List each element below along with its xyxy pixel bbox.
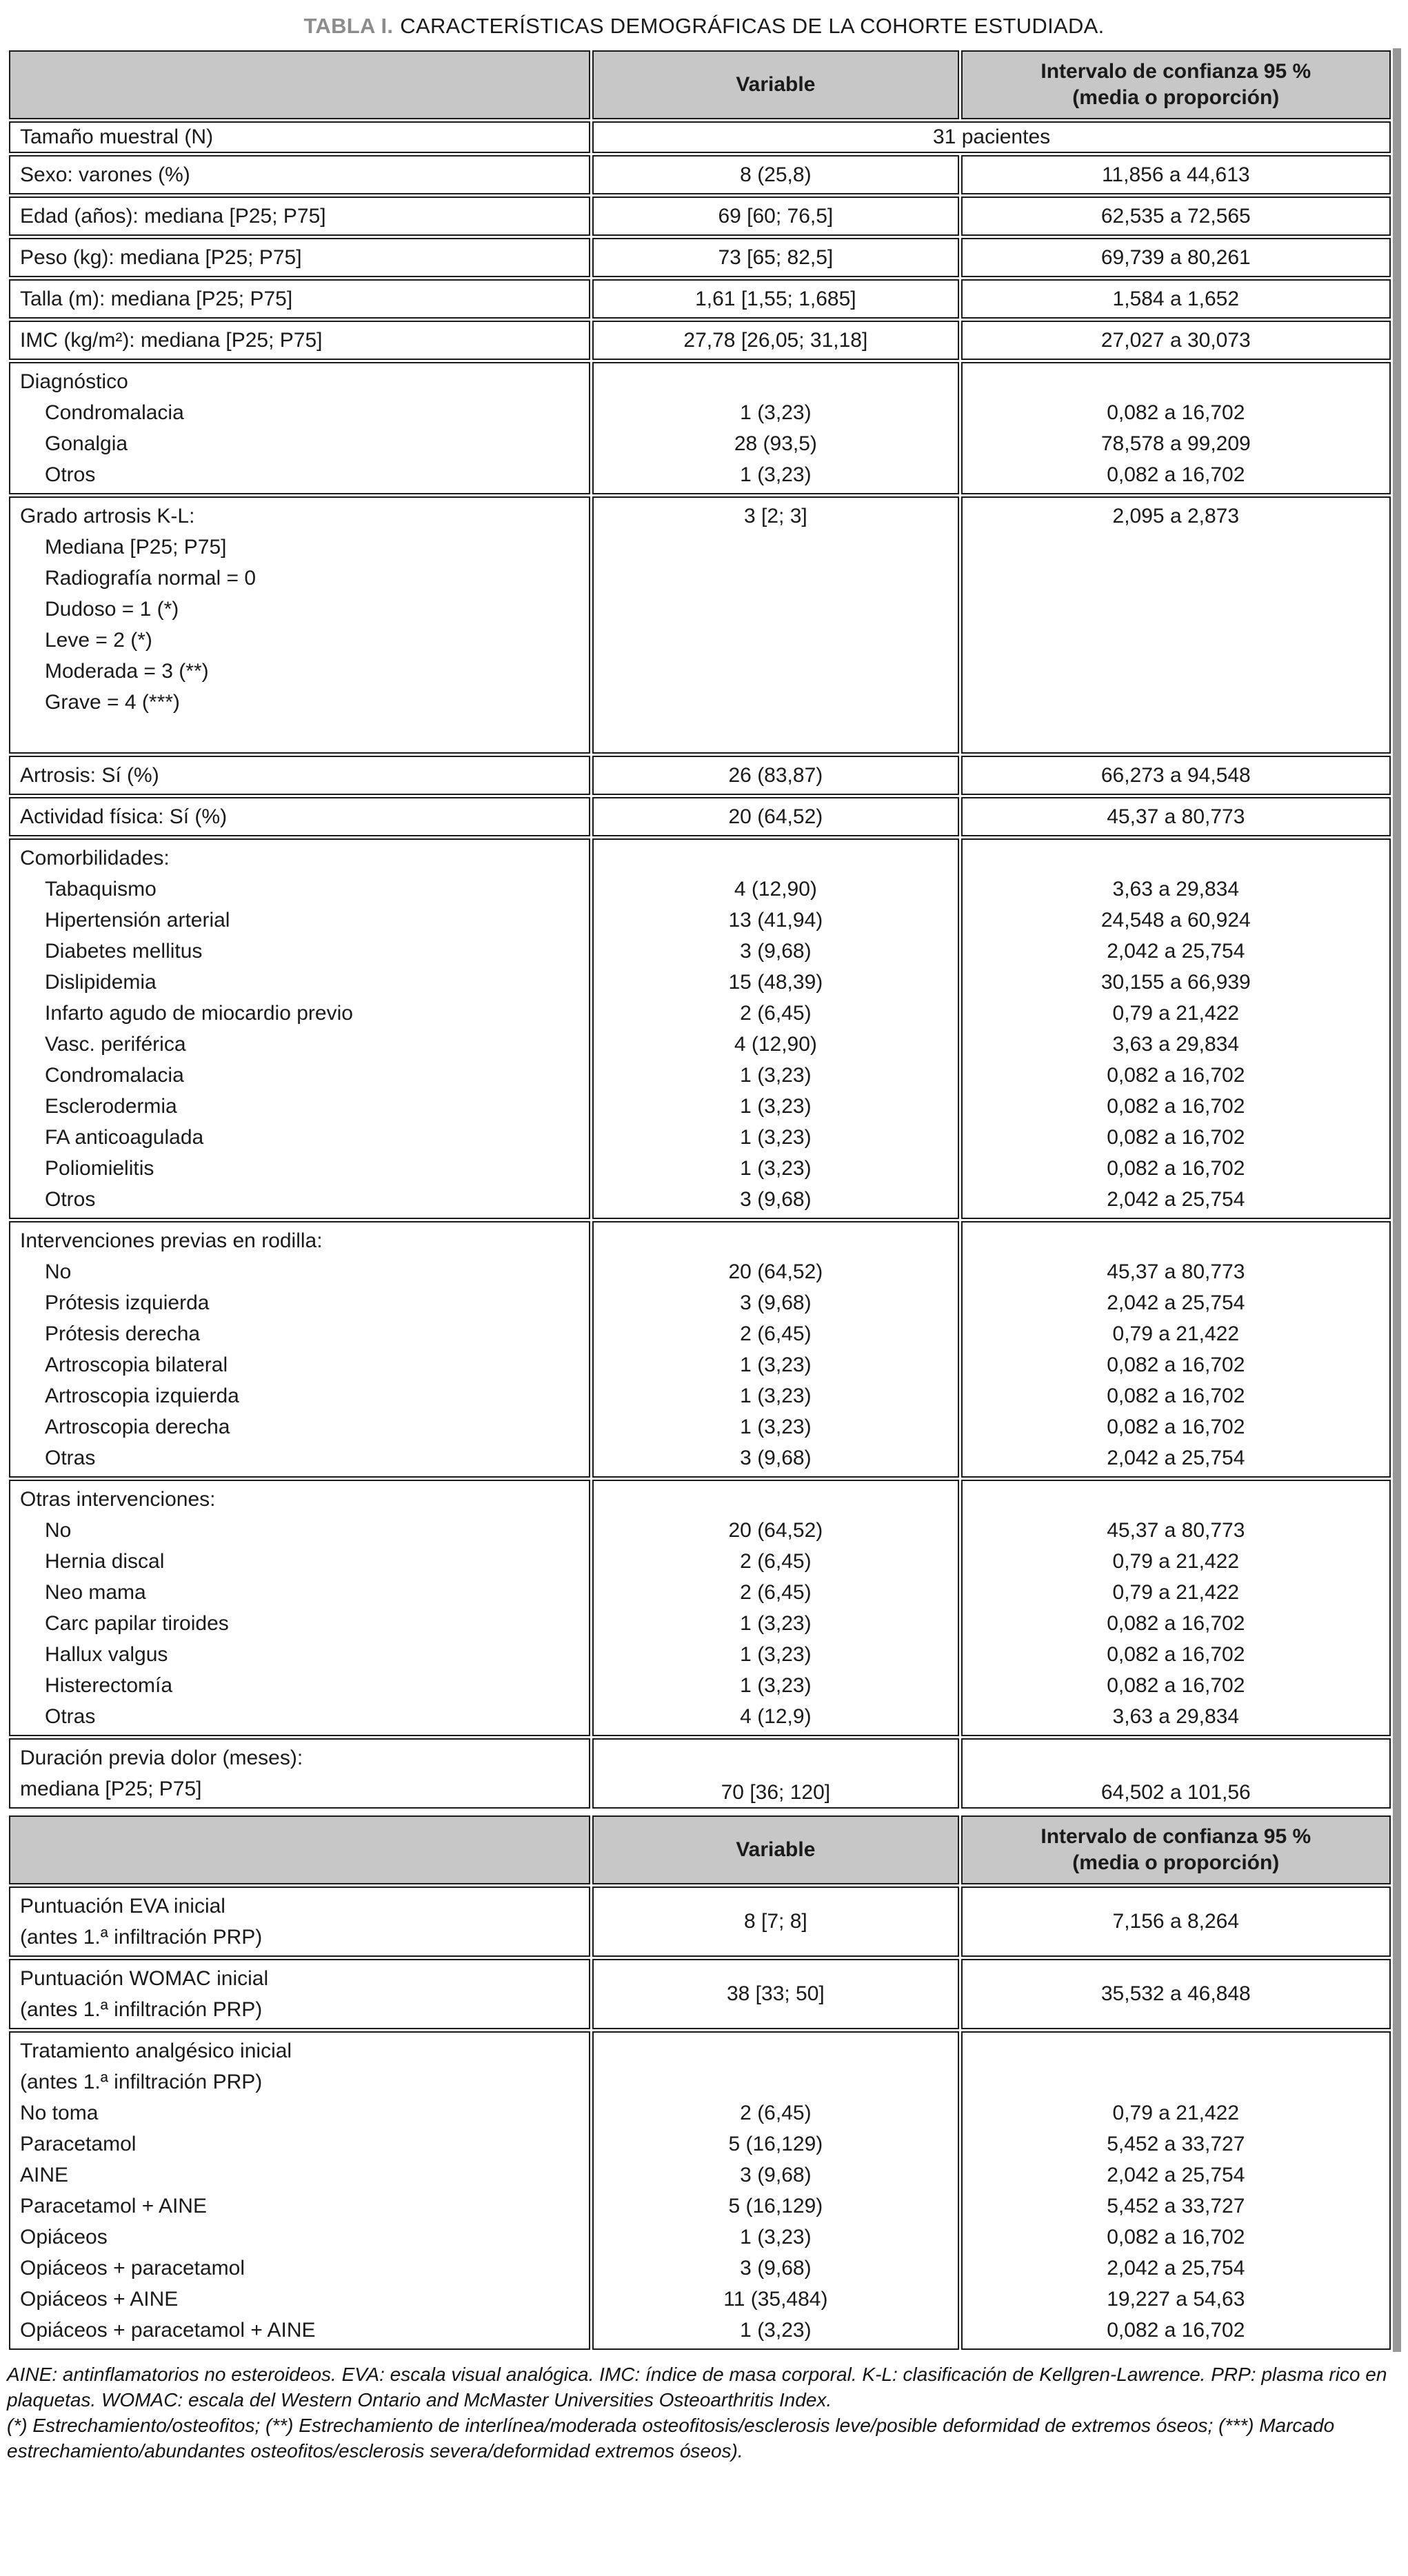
- row-ci: 66,273 a 94,548: [961, 756, 1391, 795]
- footnotes: [7, 2362, 1401, 2464]
- row-ci: 11,856 a 44,613: [961, 155, 1391, 194]
- group-item-variable: 1 (3,23): [740, 2226, 812, 2248]
- table-row: [9, 797, 1391, 836]
- row-variable: [592, 496, 958, 754]
- table-row: [9, 197, 1391, 236]
- row-label: [9, 1480, 590, 1736]
- group-item-variable: 1 (3,23): [740, 1643, 812, 1666]
- group-item-ci: 24,548 a 60,924: [1100, 909, 1251, 932]
- header-row: [9, 50, 1391, 119]
- group-heading-line: Tratamiento analgésico inicial: [20, 2040, 292, 2062]
- row-label-line: Moderada = 3 (**): [45, 660, 209, 683]
- footnote-abbreviations: AINE: antinflamatorios no esteroideos. EVA: escala visual analógica. IMC: índice de masa corporal. K-L: clasificación de Kellgren-Lawrence. PRP: plasma rico en plaquetas. WOMAC: escala del Western Ontario and McMaster Universities Osteoarthritis Index.: [7, 2364, 1387, 2411]
- group-item-label: Prótesis izquierda: [45, 1291, 210, 1314]
- table-row: [9, 362, 1391, 494]
- group-item-variable: 2 (6,45): [740, 1581, 812, 1604]
- group-item-ci: 0,79 a 21,422: [1112, 1322, 1240, 1345]
- group-item-variable: 3 (9,68): [740, 940, 812, 963]
- row-label: [9, 362, 590, 494]
- row-ci: 7,156 a 8,264: [961, 1886, 1391, 1957]
- group-item-ci: 0,082 a 16,702: [1107, 463, 1245, 486]
- group-item-label: Artroscopia bilateral: [45, 1354, 228, 1376]
- row-label: Tamaño muestral (N): [9, 121, 590, 153]
- table-row: [9, 1480, 1391, 1736]
- row-label-line: Duración previa dolor (meses):: [20, 1747, 303, 1769]
- row-label: [9, 1221, 590, 1478]
- group-item-ci: 2,042 a 25,754: [1107, 2257, 1245, 2280]
- group-item-label: Hallux valgus: [45, 1643, 168, 1666]
- group-item-label: Condromalacia: [45, 1064, 184, 1087]
- spacer-line: [603, 1225, 947, 1256]
- group-item-label: Paracetamol + AINE: [20, 2195, 207, 2217]
- group-item-variable: 1 (3,23): [740, 1126, 812, 1149]
- row-label-line: Leve = 2 (*): [45, 629, 152, 652]
- row-value: 31 pacientes: [592, 121, 1391, 153]
- group-heading-line: (antes 1.ª infiltración PRP): [20, 2071, 263, 2093]
- spacer-line: [603, 1484, 947, 1515]
- row-ci: [961, 838, 1391, 1219]
- header-empty-cell: [9, 1815, 590, 1884]
- group-item-label: Hipertensión arterial: [45, 909, 230, 932]
- spacer-line: [603, 843, 947, 874]
- group-item-variable: 2 (6,45): [740, 1322, 812, 1345]
- group-item-label: Opiáceos + AINE: [20, 2288, 179, 2311]
- group-item-ci: 0,082 a 16,702: [1107, 2226, 1245, 2248]
- group-item-ci: 5,452 a 33,727: [1107, 2195, 1245, 2217]
- group-item-variable: 5 (16,129): [728, 2195, 823, 2217]
- group-item-label: Dislipidemia: [45, 971, 157, 994]
- table-row: [9, 1221, 1391, 1478]
- group-item-variable: 1 (3,23): [740, 1064, 812, 1087]
- table-title-text: CARACTERÍSTICAS DEMOGRÁFICAS DE LA COHORTE ESTUDIADA.: [400, 14, 1105, 38]
- group-item-variable: 1 (3,23): [740, 1674, 812, 1697]
- group-item-label: Carc papilar tiroides: [45, 1612, 229, 1635]
- row-label-line: Radiografía normal = 0: [45, 567, 257, 590]
- row-variable: [592, 1480, 958, 1736]
- row-label-line: Artrosis: Sí (%): [20, 764, 159, 787]
- row-variable: 8 (25,8): [592, 155, 958, 194]
- group-item-ci: 2,042 a 25,754: [1107, 2164, 1245, 2186]
- row-label-line: (antes 1.ª infiltración PRP): [20, 1926, 263, 1949]
- row-ci: 45,37 a 80,773: [961, 797, 1391, 836]
- table-body-part1: [9, 121, 1391, 1809]
- demographics-table-part1: [7, 48, 1393, 1811]
- group-item-variable: 1 (3,23): [740, 1095, 812, 1118]
- group-item-ci: 0,082 a 16,702: [1107, 1064, 1245, 1087]
- spacer-line: [972, 1225, 1380, 1256]
- group-item-label: Otros: [45, 463, 96, 486]
- group-item-variable: 20 (64,52): [728, 1519, 823, 1542]
- row-variable-value: 3 [2; 3]: [744, 505, 807, 527]
- row-variable: 70 [36; 120]: [592, 1738, 958, 1809]
- group-item-label: Hernia discal: [45, 1550, 165, 1573]
- group-item-ci: 0,79 a 21,422: [1112, 2102, 1240, 2124]
- row-ci: 62,535 a 72,565: [961, 197, 1391, 236]
- row-label: [9, 279, 590, 319]
- row-label: [9, 197, 590, 236]
- group-item-ci: 0,082 a 16,702: [1107, 1126, 1245, 1149]
- group-item-variable: 2 (6,45): [740, 1550, 812, 1573]
- group-item-label: No: [45, 1519, 72, 1542]
- group-item-ci: 5,452 a 33,727: [1107, 2133, 1245, 2155]
- group-item-variable: 3 (9,68): [740, 1291, 812, 1314]
- group-item-label: No: [45, 1260, 72, 1283]
- group-heading-line: Intervenciones previas en rodilla:: [20, 1229, 323, 1252]
- group-item-variable: 13 (41,94): [728, 909, 823, 932]
- group-item-label: Gonalgia: [45, 432, 128, 455]
- group-item-ci: 2,042 a 25,754: [1107, 1188, 1245, 1211]
- group-item-ci: 0,082 a 16,702: [1107, 1643, 1245, 1666]
- group-heading-line: Diagnóstico: [20, 370, 128, 393]
- group-item-label: Otras: [45, 1447, 96, 1469]
- table-row: [9, 756, 1391, 795]
- group-item-label: Esclerodermia: [45, 1095, 177, 1118]
- group-item-ci: 3,63 a 29,834: [1112, 878, 1240, 900]
- row-label-line: Peso (kg): mediana [P25; P75]: [20, 246, 302, 269]
- row-label: [9, 1959, 590, 2029]
- group-item-ci: 45,37 a 80,773: [1107, 1260, 1245, 1283]
- row-label-line: Mediana [P25; P75]: [45, 536, 227, 559]
- row-variable: 27,78 [26,05; 31,18]: [592, 321, 958, 360]
- group-heading-line: Comorbilidades:: [20, 847, 170, 869]
- group-item-label: Paracetamol: [20, 2133, 137, 2155]
- row-ci: [961, 2031, 1391, 2350]
- group-item-variable: 1 (3,23): [740, 463, 812, 486]
- footnote-kl-legend: (*) Estrechamiento/osteofitos; (**) Estrechamiento de interlínea/moderada osteofitosis/esclerosis leve/posible deformidad de extremos óseos; (***) Marcado estrechamiento/abundantes osteofitos/esclerosis severa/deformidad extremos óseos).: [7, 2415, 1335, 2462]
- spacer-line: [972, 366, 1380, 397]
- row-label: [9, 2031, 590, 2350]
- group-item-variable: 5 (16,129): [728, 2133, 823, 2155]
- row-ci: [961, 1221, 1391, 1478]
- group-item-ci: 0,082 a 16,702: [1107, 1385, 1245, 1407]
- row-label-line: Edad (años): mediana [P25; P75]: [20, 205, 326, 228]
- table-row: [9, 2031, 1391, 2350]
- row-label: [9, 1886, 590, 1957]
- header-empty-cell: [9, 50, 590, 119]
- row-label-line: IMC (kg/m²): mediana [P25; P75]: [20, 329, 323, 352]
- row-variable: 73 [65; 82,5]: [592, 238, 958, 277]
- group-item-ci: 30,155 a 66,939: [1100, 971, 1251, 994]
- group-item-ci: 2,042 a 25,754: [1107, 940, 1245, 963]
- spacer-line: [972, 1484, 1380, 1515]
- spacer-line: [603, 2035, 947, 2066]
- header-ci: [961, 1815, 1391, 1884]
- demographics-table-part2: [7, 1813, 1393, 2352]
- table-row: [9, 1738, 1391, 1809]
- row-variable: [592, 838, 958, 1219]
- table-row: [9, 1886, 1391, 1957]
- tables-wrap: [7, 48, 1401, 2352]
- row-label-line: Talla (m): mediana [P25; P75]: [20, 288, 293, 310]
- header-variable: Variable: [592, 1815, 958, 1884]
- group-item-label: Vasc. periférica: [45, 1033, 186, 1056]
- group-item-variable: 1 (3,23): [740, 1612, 812, 1635]
- row-label-line: Puntuación WOMAC inicial: [20, 1967, 269, 1990]
- row-label-line: mediana [P25; P75]: [20, 1778, 202, 1800]
- group-item-label: AINE: [20, 2164, 69, 2186]
- group-item-label: No toma: [20, 2102, 99, 2124]
- group-item-label: Poliomielitis: [45, 1157, 154, 1180]
- row-variable: 1,61 [1,55; 1,685]: [592, 279, 958, 319]
- table-row: [9, 1959, 1391, 2029]
- row-label-line: Grado artrosis K-L:: [20, 505, 195, 527]
- row-ci: 27,027 a 30,073: [961, 321, 1391, 360]
- group-item-label: Otros: [45, 1188, 96, 1211]
- table-body-part2: [9, 1886, 1391, 2350]
- table-row: [9, 238, 1391, 277]
- group-item-label: Infarto agudo de miocardio previo: [45, 1002, 353, 1025]
- group-item-variable: 1 (3,23): [740, 2319, 812, 2342]
- group-item-variable: 15 (48,39): [728, 971, 823, 994]
- group-item-variable: 3 (9,68): [740, 2257, 812, 2280]
- group-item-label: Neo mama: [45, 1581, 146, 1604]
- table-row: [9, 155, 1391, 194]
- row-variable: 8 [7; 8]: [592, 1886, 958, 1957]
- header-ci-line2: (media o proporción): [1072, 1851, 1280, 1874]
- row-label-line: Grave = 4 (***): [45, 691, 180, 714]
- spacer-line: [603, 366, 947, 397]
- group-item-ci: 0,79 a 21,422: [1112, 1550, 1240, 1573]
- group-item-ci: 0,082 a 16,702: [1107, 1674, 1245, 1697]
- header-ci: [961, 50, 1391, 119]
- header-ci-line1: Intervalo de confianza 95 %: [1040, 60, 1311, 83]
- group-item-variable: 1 (3,23): [740, 1416, 812, 1438]
- table-row: [9, 838, 1391, 1219]
- row-label: [9, 1738, 590, 1809]
- group-item-label: Opiáceos: [20, 2226, 108, 2248]
- group-item-label: Artroscopia izquierda: [45, 1385, 239, 1407]
- row-label-line: (antes 1.ª infiltración PRP): [20, 1998, 263, 2021]
- group-item-ci: 0,082 a 16,702: [1107, 1416, 1245, 1438]
- header-ci-line1: Intervalo de confianza 95 %: [1040, 1825, 1311, 1848]
- group-item-ci: 0,082 a 16,702: [1107, 1157, 1245, 1180]
- group-item-ci: 78,578 a 99,209: [1100, 432, 1251, 455]
- group-item-ci: 19,227 a 54,63: [1107, 2288, 1245, 2311]
- group-item-label: Opiáceos + paracetamol: [20, 2257, 245, 2280]
- spacer-line: [603, 2066, 947, 2097]
- row-ci: 69,739 a 80,261: [961, 238, 1391, 277]
- group-item-variable: 1 (3,23): [740, 1354, 812, 1376]
- group-item-label: Condromalacia: [45, 401, 184, 424]
- group-item-variable: 28 (93,5): [734, 432, 817, 455]
- group-heading-line: Otras intervenciones:: [20, 1488, 216, 1511]
- row-label: [9, 321, 590, 360]
- row-label: [9, 238, 590, 277]
- row-variable: 69 [60; 76,5]: [592, 197, 958, 236]
- row-variable: [592, 1221, 958, 1478]
- table-title-prefix: TABLA I.: [303, 14, 394, 38]
- row-ci: 1,584 a 1,652: [961, 279, 1391, 319]
- header-ci-line2: (media o proporción): [1072, 86, 1280, 109]
- group-item-variable: 1 (3,23): [740, 401, 812, 424]
- group-item-variable: 2 (6,45): [740, 1002, 812, 1025]
- row-variable: 38 [33; 50]: [592, 1959, 958, 2029]
- group-item-ci: 45,37 a 80,773: [1107, 1519, 1245, 1542]
- header-row: [9, 1815, 1391, 1884]
- row-ci: 35,532 a 46,848: [961, 1959, 1391, 2029]
- group-item-variable: 1 (3,23): [740, 1157, 812, 1180]
- row-variable: [592, 2031, 958, 2350]
- header-variable: Variable: [592, 50, 958, 119]
- row-ci: 64,502 a 101,56: [961, 1738, 1391, 1809]
- row-variable: [592, 362, 958, 494]
- spacer-line: [972, 2035, 1380, 2066]
- group-item-variable: 20 (64,52): [728, 1260, 823, 1283]
- group-item-variable: 2 (6,45): [740, 2102, 812, 2124]
- group-item-label: Artroscopia derecha: [45, 1416, 230, 1438]
- table-row: [9, 121, 1391, 153]
- group-item-ci: 0,082 a 16,702: [1107, 1354, 1245, 1376]
- group-item-label: Tabaquismo: [45, 878, 157, 900]
- row-label: [9, 496, 590, 754]
- group-item-variable: 4 (12,90): [734, 1033, 817, 1056]
- row-label: [9, 797, 590, 836]
- table-title: [7, 14, 1401, 39]
- group-item-ci: 0,79 a 21,422: [1112, 1581, 1240, 1604]
- group-item-variable: 4 (12,9): [740, 1705, 812, 1728]
- row-label-line: Dudoso = 1 (*): [45, 598, 179, 621]
- group-item-ci: 3,63 a 29,834: [1112, 1033, 1240, 1056]
- group-item-ci: 0,082 a 16,702: [1107, 2319, 1245, 2342]
- group-item-label: Opiáceos + paracetamol + AINE: [20, 2319, 316, 2342]
- group-item-ci: 0,082 a 16,702: [1107, 1095, 1245, 1118]
- group-item-label: Otras: [45, 1705, 96, 1728]
- group-item-variable: 1 (3,23): [740, 1385, 812, 1407]
- group-item-variable: 11 (35,484): [723, 2288, 828, 2311]
- row-label-line: Actividad física: Sí (%): [20, 805, 228, 828]
- row-variable: 26 (83,87): [592, 756, 958, 795]
- group-item-ci: 2,042 a 25,754: [1107, 1291, 1245, 1314]
- group-item-variable: 3 (9,68): [740, 2164, 812, 2186]
- row-label-line: Sexo: varones (%): [20, 163, 190, 186]
- row-ci: [961, 1480, 1391, 1736]
- table-row: [9, 279, 1391, 319]
- group-item-ci: 2,042 a 25,754: [1107, 1447, 1245, 1469]
- row-label: [9, 155, 590, 194]
- group-item-label: Histerectomía: [45, 1674, 173, 1697]
- row-label: [9, 838, 590, 1219]
- group-item-ci: 3,63 a 29,834: [1112, 1705, 1240, 1728]
- row-ci: [961, 496, 1391, 754]
- group-item-label: Diabetes mellitus: [45, 940, 203, 963]
- group-item-variable: 3 (9,68): [740, 1447, 812, 1469]
- row-label: [9, 756, 590, 795]
- spacer-line: [972, 2066, 1380, 2097]
- spacer-line: [972, 843, 1380, 874]
- row-variable: 20 (64,52): [592, 797, 958, 836]
- table-row: [9, 321, 1391, 360]
- group-item-ci: 0,79 a 21,422: [1112, 1002, 1240, 1025]
- row-ci: [961, 362, 1391, 494]
- row-ci-value: 2,095 a 2,873: [1112, 505, 1240, 527]
- table-row: [9, 496, 1391, 754]
- group-item-variable: 3 (9,68): [740, 1188, 812, 1211]
- group-item-ci: 0,082 a 16,702: [1107, 401, 1245, 424]
- group-item-label: FA anticoagulada: [45, 1126, 204, 1149]
- group-item-variable: 4 (12,90): [734, 878, 817, 900]
- group-item-ci: 0,082 a 16,702: [1107, 1612, 1245, 1635]
- row-label-line: Puntuación EVA inicial: [20, 1895, 225, 1918]
- group-item-label: Prótesis derecha: [45, 1322, 201, 1345]
